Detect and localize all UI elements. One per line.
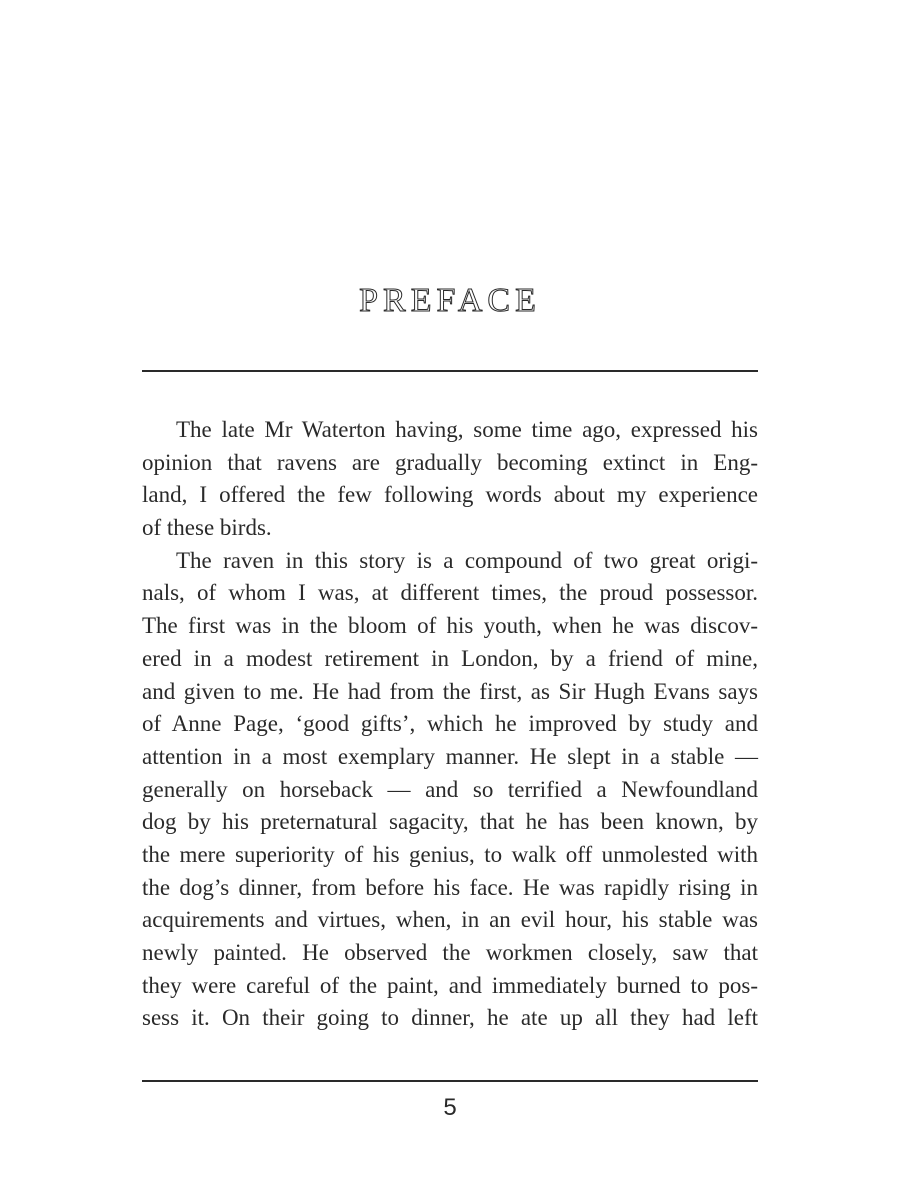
page-title: PREFACE (359, 282, 541, 319)
text-line: of these birds. (142, 515, 272, 541)
text-line: land, I offered the few following words about my experience (142, 482, 758, 508)
preface-body (142, 414, 758, 1035)
text-line: ered in a modest retirement in London, by a friend of mine, (142, 645, 758, 671)
text-line: The late Mr Waterton having, some time ago, expressed his (176, 417, 758, 442)
text-line: the dog’s dinner, from before his face. He was rapidly rising in (142, 874, 758, 900)
top-rule (142, 370, 758, 372)
text-line: dog by his preternatural sagacity, that he has been known, by (142, 809, 758, 835)
text-line: acquirements and virtues, when, in an evil hour, his stable was (142, 907, 758, 933)
text-line: opinion that ravens are gradually becoming extinct in Eng- (142, 449, 758, 475)
text-line: sess it. On their going to dinner, he ate up all they had left (142, 1005, 758, 1031)
text-line: of Anne Page, ‘good gifts’, which he improved by study and (142, 711, 758, 737)
page-number: 5 (443, 1094, 457, 1121)
text-line: the mere superiority of his genius, to walk off unmolested with (142, 841, 758, 867)
text-line: and given to me. He had from the first, as Sir Hugh Evans says (142, 678, 758, 704)
text-line: generally on horseback — and so terrified a Newfoundland (142, 776, 758, 802)
text-line: attention in a most exemplary manner. He slept in a stable — (142, 743, 758, 769)
text-line: they were careful of the paint, and immediately burned to pos- (142, 972, 758, 998)
text-line: nals, of whom I was, at different times, the proud possessor. (142, 580, 758, 606)
bottom-rule (142, 1080, 758, 1082)
text-line: The raven in this story is a compound of two great origi- (176, 547, 758, 573)
text-line: The first was in the bloom of his youth, when he was discov- (142, 613, 758, 639)
text-line: newly painted. He observed the workmen closely, saw that (142, 940, 758, 965)
